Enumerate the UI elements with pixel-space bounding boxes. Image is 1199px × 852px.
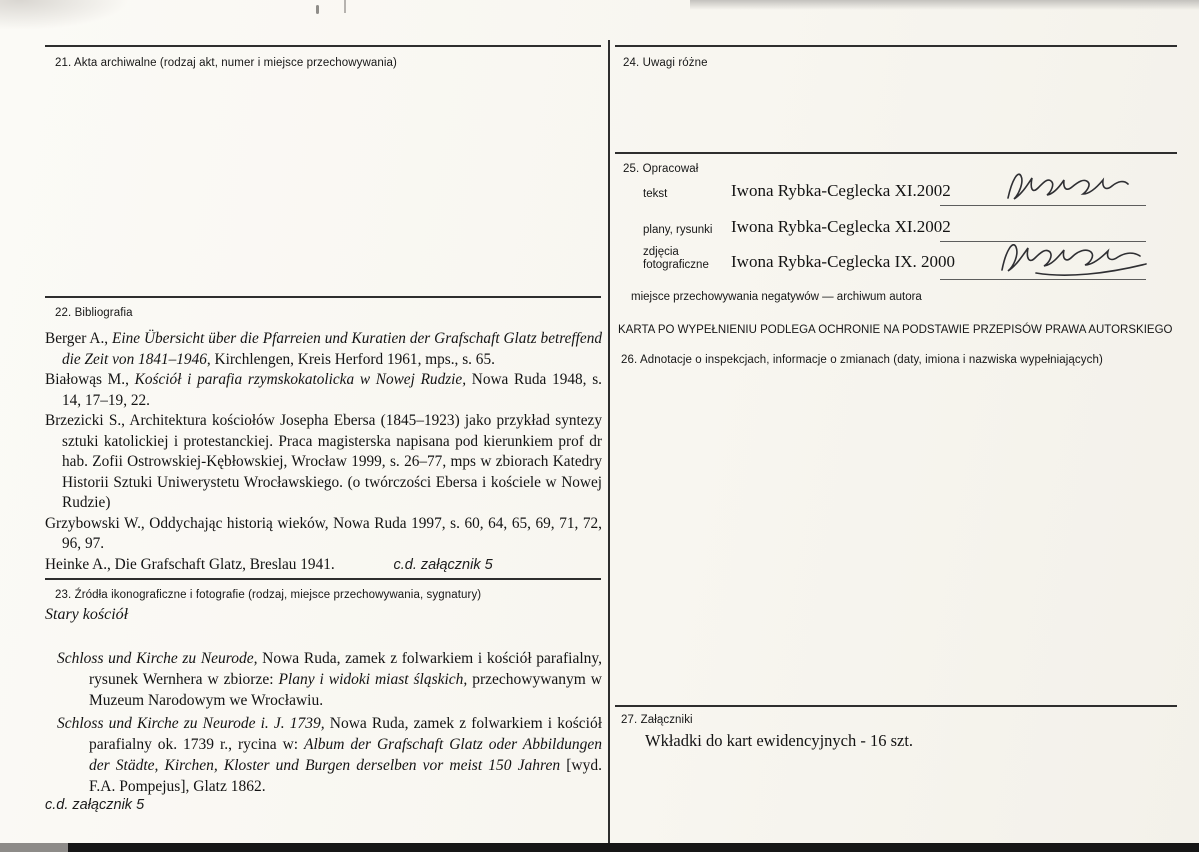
scan-bottom-edge-left (0, 843, 68, 852)
bibliography-entry: Berger A., Eine Übersicht über die Pfarreien und Kuratien der Grafschaft Glatz betreffend die Zeit von 1841–1946, Kirchlengen, Kreis Herford 1961, mps., s. 65. (45, 330, 602, 368)
fold-mark (344, 0, 346, 13)
field-value-tekst: Iwona Rybka-Ceglecka XI.2002 (731, 181, 951, 200)
ink-mark (316, 5, 319, 14)
section-23-label: 23. Źródła ikonograficzne i fotografie (rodzaj, miejsce przechowywania, sygnatury) (55, 589, 482, 601)
attachments-value: Wkładki do kart ewidencyjnych - 16 szt. (645, 731, 914, 750)
copyright-protection-note: KARTA PO WYPEŁNIENIU PODLEGA OCHRONIE NA PODSTAWIE PRZEPISÓW PRAWA AUTORSKIEGO (618, 324, 1173, 336)
section-25-rule (615, 152, 1177, 154)
field-label-plany-rysunki: plany, rysunki (643, 224, 713, 236)
bibliography-entry: Grzybowski W., Oddychając historią wieków, Nowa Ruda 1997, s. 60, 64, 65, 69, 71, 72, 96, 97. (45, 514, 602, 552)
section-25-label: 25. Opracował (623, 163, 699, 175)
field-value-plany-rysunki: Iwona Rybka-Ceglecka XI.2002 (731, 217, 951, 236)
field-label-tekst: tekst (643, 188, 668, 200)
bibliography-entry (45, 555, 602, 576)
field-value-zdjecia-fotograficzne: Iwona Rybka-Ceglecka IX. 2000 (731, 252, 956, 271)
section-24-rule (615, 45, 1177, 47)
bibliography-entry: Białowąs M., Kościół i parafia rzymskokatolicka w Nowej Rudzie, Nowa Ruda 1948, s. 14, 17–19, 22. (45, 371, 602, 409)
bibliography-entry-text: Heinke A., Die Grafschaft Glatz, Breslau 1941. (45, 555, 335, 573)
section-24-label: 24. Uwagi różne (623, 57, 708, 69)
continuation-note: c.d. załącznik 5 (45, 797, 145, 813)
continuation-note: c.d. załącznik 5 (393, 556, 493, 573)
negatives-storage-note: miejsce przechowywania negatywów — archiwum autora (631, 291, 922, 303)
section-22-label: 22. Bibliografia (55, 307, 133, 319)
section-23-rule (45, 578, 601, 580)
column-divider-line (608, 40, 610, 843)
field-label-zdjecia-fotograficzne: zdjęcia fotograficzne (643, 246, 709, 271)
section-21-rule (45, 45, 601, 47)
bibliography-list (45, 329, 602, 575)
scan-edge-artifact (690, 0, 1199, 10)
signature-scribble (996, 236, 1156, 280)
iconographic-sources-heading: Stary kościół (45, 606, 129, 623)
section-27-rule (615, 705, 1177, 707)
iconographic-source-entry: Schloss und Kirche zu Neurode i. J. 1739, Nowa Ruda, zamek z folwarkiem i kościół parafialny ok. 1739 r., rycina w: Album der Grafschaft Glatz oder Abbildungen der Städte, Kirchen, Kloster und Burgen derselben vor meist 150 Jahren [wyd. F.A. Pompejus], Glatz 1862. (57, 715, 603, 795)
section-27-label: 27. Załączniki (621, 714, 693, 726)
scan-bottom-edge (68, 843, 1199, 852)
bibliography-entry: Brzezicki S., Architektura kościołów Josepha Ebersa (1845–1923) jako przykład syntezy sztuki katolickiej i protestanckiej. Praca magisterska napisana pod kierunkiem prof dr hab. Zofii Ostrowskiej-Kębłowskiej, Wrocław 1999, s. 26–77, mps w zbiorach Katedry Historii Sztuki Uniwerystetu Wrocławskiego. (o twórczości Ebersa i kościele w Nowej Rudzie) (45, 412, 602, 511)
section-26-label: 26. Adnotacje o inspekcjach, informacje o zmianach (daty, imiona i nazwiska wypełniających) (621, 354, 1103, 366)
signature-scribble (1002, 166, 1142, 208)
iconographic-sources-list (45, 606, 602, 813)
scan-smudge (0, 0, 130, 30)
iconographic-source-entry: Schloss und Kirche zu Neurode, Nowa Ruda, zamek z folwarkiem i kościół parafialny, rysunek Wernhera w zbiorze: Plany i widoki miast śląskich, przechowywanym w Muzeum Narodowym we Wrocławiu. (57, 650, 602, 709)
section-22-rule (45, 296, 601, 298)
section-21-label: 21. Akta archiwalne (rodzaj akt, numer i miejsce przechowywania) (55, 57, 397, 69)
